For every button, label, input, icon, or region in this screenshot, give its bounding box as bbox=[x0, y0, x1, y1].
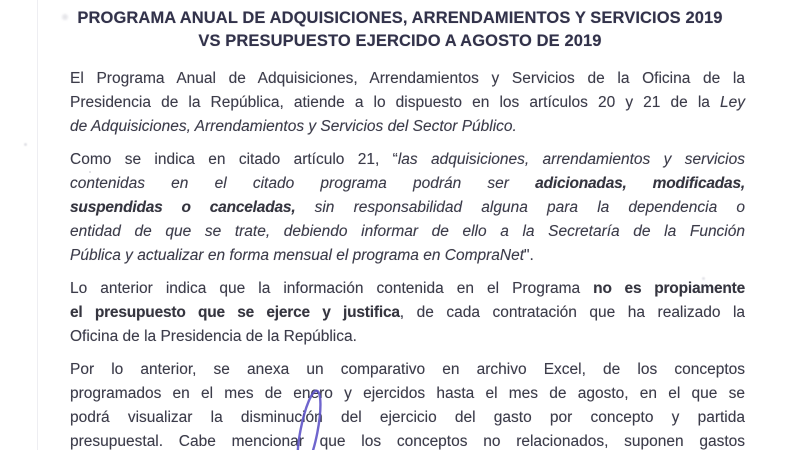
text-segment: Oficina de la Presidencia de la República. bbox=[70, 328, 357, 345]
text-line bbox=[70, 430, 745, 450]
scanned-paper-edge bbox=[37, 0, 38, 450]
paragraph bbox=[70, 277, 745, 349]
text-segment: Ley bbox=[720, 94, 745, 111]
text-segment: suspendidas o canceladas, bbox=[70, 199, 296, 216]
text-line bbox=[70, 325, 745, 349]
text-line bbox=[70, 277, 745, 301]
text-segment: contenidas en el citado programa podrán ser bbox=[70, 175, 536, 192]
document-title-line1: PROGRAMA ANUAL DE ADQUISICIONES, ARRENDAMIENTOS Y SERVICIOS 2019 bbox=[77, 9, 723, 27]
document-body bbox=[70, 67, 745, 450]
text-segment: Como se indica en citado artículo 21, “ bbox=[70, 151, 398, 168]
text-line bbox=[70, 301, 745, 325]
text-segment: adicionadas, modificadas, bbox=[535, 175, 745, 192]
text-line bbox=[70, 406, 745, 430]
text-segment: Por lo anterior, se anexa un comparativo en archivo Excel, de los conceptos bbox=[70, 361, 745, 378]
text-line bbox=[70, 67, 745, 91]
scan-speck bbox=[62, 14, 68, 20]
text-line bbox=[70, 115, 745, 139]
text-segment: de Adquisiciones, Arrendamientos y Servicios del Sector Público. bbox=[70, 118, 517, 135]
text-segment: Presidencia de la República, atiende a lo dispuesto en los artículos 20 y 21 de la bbox=[70, 94, 720, 111]
text-line bbox=[70, 244, 745, 268]
text-line bbox=[70, 172, 745, 196]
text-line bbox=[70, 220, 745, 244]
text-segment: entidad de que se trate, debiendo informar de ello a la Secretaría de la Función bbox=[70, 223, 745, 240]
document-title bbox=[20, 7, 780, 53]
paragraph bbox=[70, 358, 745, 450]
text-line bbox=[70, 148, 745, 172]
text-segment: las adquisiciones, arrendamientos y servicios bbox=[397, 151, 745, 168]
text-segment: programados en el mes de enero y ejercidos hasta el mes de agosto, en el que se bbox=[70, 385, 745, 402]
text-segment: el presupuesto que se ejerce y justifica bbox=[70, 304, 400, 321]
text-segment: Pública y actualizar en forma mensual el programa en CompraNet bbox=[70, 247, 525, 264]
paragraph bbox=[70, 148, 745, 268]
scan-speck bbox=[24, 143, 27, 146]
text-segment: podrá visualizar la disminución del ejercicio del gasto por concepto y partida bbox=[70, 409, 745, 426]
text-segment: ". bbox=[524, 247, 534, 264]
text-segment: presupuestal. Cabe mencionar que los conceptos no relacionados, suponen gastos bbox=[70, 433, 745, 450]
text-line bbox=[70, 382, 745, 406]
text-segment: Lo anterior indica que la información contenida en el Programa bbox=[70, 280, 594, 297]
text-line bbox=[70, 196, 745, 220]
text-line bbox=[70, 358, 745, 382]
document-title-line2: VS PRESUPUESTO EJERCIDO A AGOSTO DE 2019 bbox=[198, 32, 602, 50]
text-segment: sin responsabilidad alguna para la dependencia o bbox=[295, 199, 745, 216]
paragraph bbox=[70, 67, 745, 139]
scan-speck bbox=[702, 277, 705, 280]
text-segment: , de cada contratación que ha realizado la bbox=[399, 304, 746, 321]
text-segment: El Programa Anual de Adquisiciones, Arrendamientos y Servicios de la Oficina de la bbox=[70, 70, 745, 87]
scan-speck bbox=[89, 171, 91, 173]
text-line bbox=[70, 91, 745, 115]
text-segment: no es propiamente bbox=[593, 280, 746, 297]
